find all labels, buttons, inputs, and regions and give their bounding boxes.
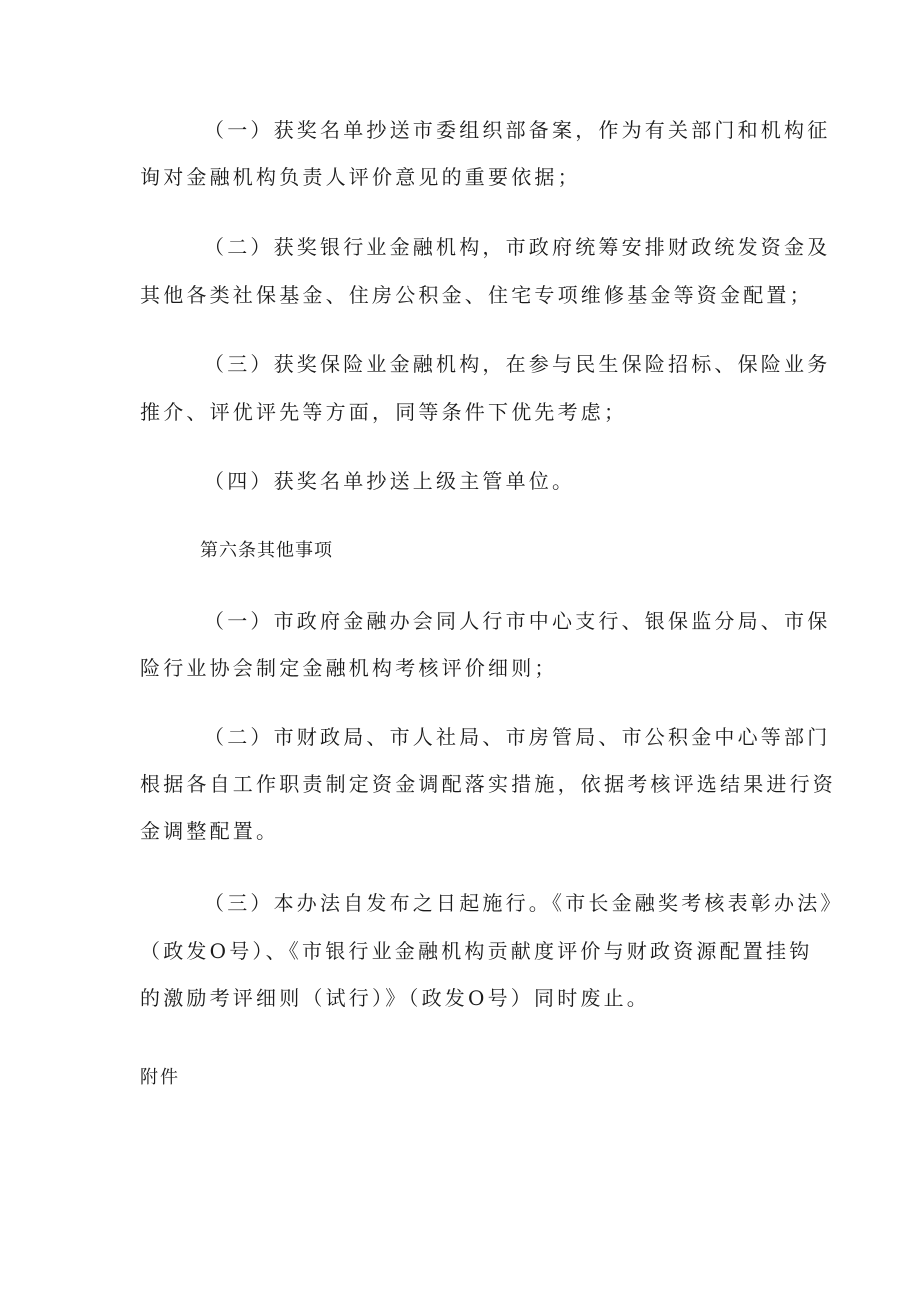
paragraph-1-line-1: （一）获奖名单抄送市委组织部备案，作为有关部门和机构征 bbox=[204, 118, 831, 142]
paragraph-5-line-1: （一）市政府金融办会同人行市中心支行、银保监分局、市保 bbox=[204, 609, 831, 633]
paragraph-2-line-2: 其他各类社保基金、住房公积金、住宅专项维修基金等资金配置； bbox=[140, 283, 813, 307]
paragraph-3-line-2: 推介、评优评先等方面，同等条件下优先考虑； bbox=[140, 400, 628, 424]
paragraph-5-line-2: 险行业协会制定金融机构考核评价细则； bbox=[140, 656, 558, 680]
paragraph-6-line-2: 根据各自工作职责制定资金调配落实措施，依据考核评选结果进行资 bbox=[140, 772, 836, 796]
paragraph-6-line-1: （二）市财政局、市人社局、市房管局、市公积金中心等部门 bbox=[204, 725, 831, 749]
annex-label: 附件 bbox=[140, 1067, 180, 1088]
paragraph-6-line-3: 金调整配置。 bbox=[140, 819, 280, 843]
paragraph-7-line-1: （三）本办法自发布之日起施行。《市长金融奖考核表彰办法》 bbox=[204, 891, 844, 915]
paragraph-7-line-3: 的激励考评细则（试行）》（政发O号）同时废止。 bbox=[140, 986, 650, 1010]
paragraph-4-line-1: （四）获奖名单抄送上级主管单位。 bbox=[204, 469, 576, 493]
article-heading: 第六条其他事项 bbox=[200, 540, 333, 561]
paragraph-3-line-1: （三）获奖保险业金融机构，在参与民生保险招标、保险业务 bbox=[204, 352, 831, 376]
paragraph-7-line-2: （政发O号）、《市银行业金融机构贡献度评价与财政资源配置挂钩 bbox=[140, 939, 813, 963]
paragraph-2-line-1: （二）获奖银行业金融机构，市政府统筹安排财政统发资金及 bbox=[204, 235, 831, 259]
paragraph-1-line-2: 询对金融机构负责人评价意见的重要依据； bbox=[140, 165, 581, 189]
